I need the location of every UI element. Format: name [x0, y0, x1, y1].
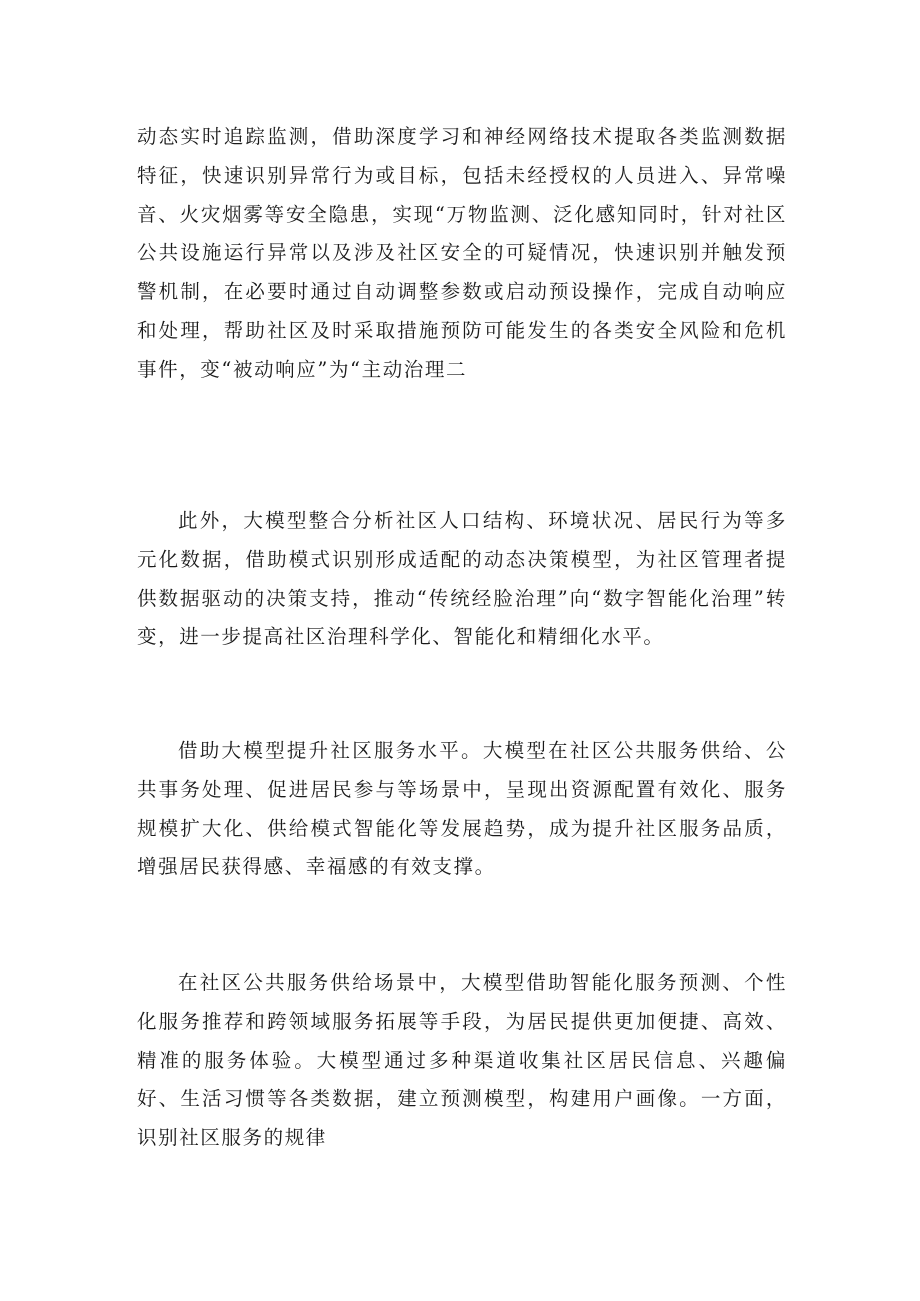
paragraph-3: 借助大模型提升社区服务水平。大模型在社区公共服务供给、公共事务处理、促进居民参与等场景中，呈现出资源配置有效化、服务规模扩大化、供给模式智能化等发展趋势，成为提升社区服务品质，增强居民获得感、幸福感的有效支撑。	[137, 739, 787, 879]
paragraph-1: 动态实时追踪监测，借助深度学习和神经网络技术提取各类监测数据特征，快速识别异常行为或目标，包括未经授权的人员进入、异常噪音、火灾烟雾等安全隐患，实现“万物监测、泛化感知同时，针对社区公共设施运行异常以及涉及社区安全的可疑情况，快速识别并触发预警机制，在必要时通过自动调整参数或启动预设操作，完成自动响应和处理，帮助社区及时采取措施预防可能发生的各类安全风险和危机事件，变“被动响应”为“主动治理二	[137, 125, 787, 381]
paragraph-4: 在社区公共服务供给场景中，大模型借助智能化服务预测、个性化服务推荐和跨领域服务拓展等手段，为居民提供更加便捷、高效、精准的服务体验。大模型通过多种渠道收集社区居民信息、兴趣偏好、生活习惯等各类数据，建立预测模型，构建用户画像。一方面，识别社区服务的规律	[137, 971, 787, 1150]
paragraph-2: 此外，大模型整合分析社区人口结构、环境状况、居民行为等多元化数据，借助模式识别形成适配的动态决策模型，为社区管理者提供数据驱动的决策支持，推动“传统经脸治理”向“数字智能化治理”转变，进一步提高社区治理科学化、智能化和精细化水平。	[137, 509, 787, 649]
